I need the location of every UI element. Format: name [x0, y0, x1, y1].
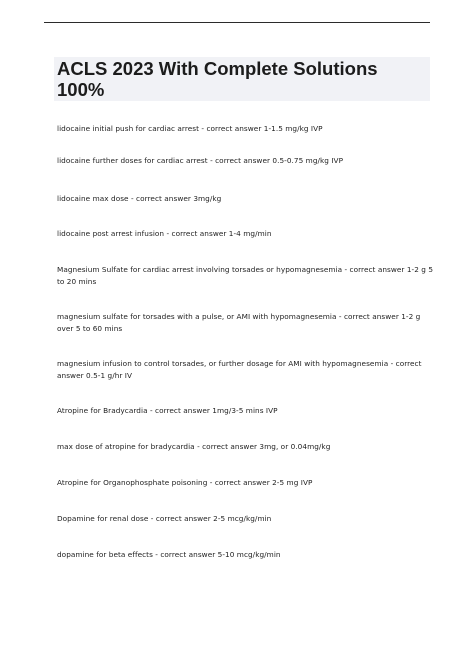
qa-item: lidocaine post arrest infusion - correct answer 1-4 mg/min [57, 229, 272, 238]
qa-item: lidocaine max dose - correct answer 3mg/kg [57, 194, 222, 203]
qa-item: magnesium infusion to control torsades, or further dosage for AMI with hypomagnesemia - correct answer 0.5-1 g/hr IV [57, 359, 422, 380]
qa-item: Dopamine for renal dose - correct answer 2-5 mcg/kg/min [57, 514, 272, 523]
qa-item: lidocaine further doses for cardiac arrest - correct answer 0.5-0.75 mg/kg IVP [57, 156, 344, 165]
qa-item: dopamine for beta effects - correct answer 5-10 mcg/kg/min [57, 550, 281, 559]
qa-item: Magnesium Sulfate for cardiac arrest involving torsades or hypomagnesemia - correct answer 1-2 g 5 to 20 mins [57, 265, 434, 286]
qa-item: Atropine for Bradycardia - correct answer 1mg/3-5 mins IVP [57, 406, 278, 415]
document-title: ACLS 2023 With Complete Solutions 100% [57, 58, 378, 100]
qa-item: magnesium sulfate for torsades with a pulse, or AMI with hypomagnesemia - correct answer 1-2 g over 5 to 60 mins [57, 312, 421, 333]
qa-item: max dose of atropine for bradycardia - correct answer 3mg, or 0.04mg/kg [57, 442, 331, 451]
qa-item: Atropine for Organophosphate poisoning - correct answer 2-5 mg IVP [57, 478, 313, 487]
qa-item: lidocaine initial push for cardiac arrest - correct answer 1-1.5 mg/kg IVP [57, 124, 323, 133]
header-divider [44, 22, 430, 23]
